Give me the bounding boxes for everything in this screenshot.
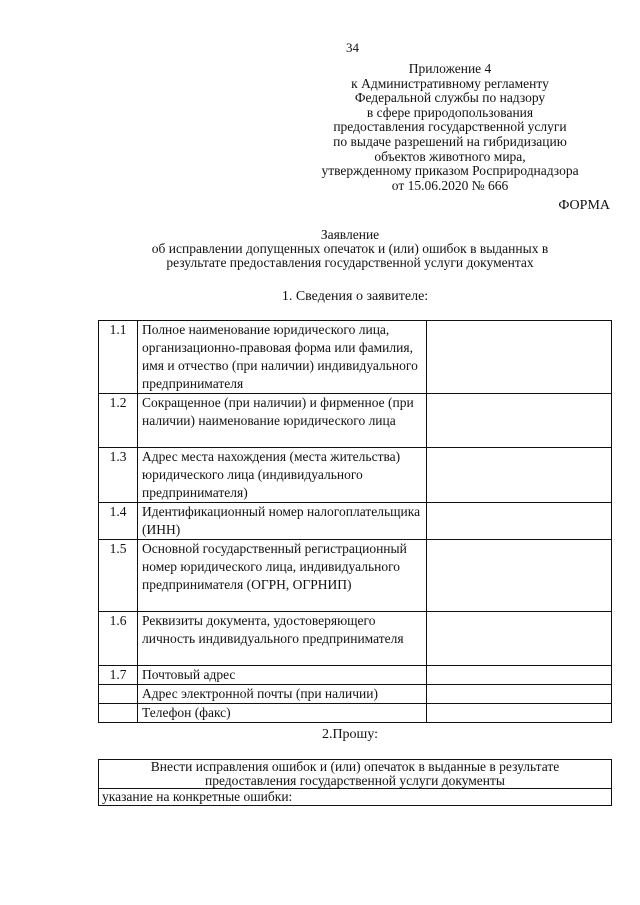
title-line: результате предоставления государственной услуги документах [166, 255, 534, 271]
row-value-field[interactable] [427, 321, 612, 394]
request-text-line: Внести исправления ошибок и (или) опечаток в выданные в результате [150, 759, 560, 774]
table-row [99, 704, 612, 723]
row-number: 1.4 [99, 503, 138, 540]
appendix-line: утвержденному приказом Росприроднадзора [321, 163, 579, 179]
row-value-field[interactable] [427, 394, 612, 448]
section-heading-applicant: 1. Сведения о заявителе: [281, 289, 429, 304]
row-value-field[interactable] [427, 666, 612, 685]
row-label: Реквизиты документа, удостоверяющего личность индивидуального предпринимателя [138, 612, 427, 666]
row-label: Адрес электронной почты (при наличии) [138, 685, 427, 704]
row-label: Адрес места нахождения (места жительства) юридического лица (индивидуального предпринимателя) [138, 448, 427, 503]
table-row [99, 685, 612, 704]
table-row [99, 503, 612, 540]
row-label: Полное наименование юридического лица, организационно-правовая форма или фамилия, имя и отчество (при наличии) индивидуального предпринимателя [138, 321, 427, 394]
row-number: 1.6 [99, 612, 138, 666]
appendix-line: в сфере природопользования [366, 104, 534, 120]
appendix-line: по выдаче разрешений на гибридизацию [333, 133, 567, 149]
document-title [100, 228, 600, 271]
appendix-line: объектов животного мира, [374, 148, 526, 164]
row-label: Телефон (факс) [138, 704, 427, 723]
row-number: 1.5 [99, 540, 138, 612]
table-row [99, 321, 612, 394]
title-line: об исправлении допущенных опечаток и (или) ошибок в выданных в [151, 241, 549, 257]
appendix-line: Приложение 4 [408, 61, 492, 76]
appendix-line: предоставления государственной услуги [333, 119, 567, 135]
table-row [99, 760, 612, 789]
row-number: 1.2 [99, 394, 138, 448]
request-table [98, 759, 612, 806]
appendix-line: к Административному регламенту [351, 75, 549, 91]
row-value-field[interactable] [427, 685, 612, 704]
appendix-line: от 15.06.2020 № 666 [391, 177, 509, 193]
page-number: 34 [346, 40, 359, 55]
row-value-field[interactable] [427, 704, 612, 723]
row-label: Идентификационный номер налогоплательщика (ИНН) [138, 503, 427, 540]
row-value-field[interactable] [427, 540, 612, 612]
appendix-line: Федеральной службы по надзору [354, 90, 546, 106]
table-row [99, 540, 612, 612]
row-value-field[interactable] [427, 612, 612, 666]
row-number [99, 704, 138, 723]
row-number [99, 685, 138, 704]
request-text-line: предоставления государственной услуги документы [205, 773, 505, 788]
form-label: ФОРМА [558, 198, 610, 213]
section-heading-request: 2.Прошу: [321, 727, 379, 742]
table-row [99, 448, 612, 503]
row-number: 1.7 [99, 666, 138, 685]
title-line: Заявление [320, 227, 380, 242]
table-row [99, 666, 612, 685]
appendix-header [300, 62, 600, 193]
request-text [99, 760, 612, 789]
table-row [99, 394, 612, 448]
row-value-field[interactable] [427, 448, 612, 503]
row-label: Основной государственный регистрационный номер юридического лица, индивидуального предпринимателя (ОГРН, ОГРНИП) [138, 540, 427, 612]
row-value-field[interactable] [427, 503, 612, 540]
row-label: Почтовый адрес [138, 666, 427, 685]
row-label: Сокращенное (при наличии) и фирменное (при наличии) наименование юридического лица [138, 394, 427, 448]
table-row [99, 789, 612, 806]
table-row [99, 612, 612, 666]
error-details-field[interactable]: указание на конкретные ошибки: [99, 789, 612, 806]
applicant-info-table [98, 320, 612, 723]
row-number: 1.3 [99, 448, 138, 503]
row-number: 1.1 [99, 321, 138, 394]
